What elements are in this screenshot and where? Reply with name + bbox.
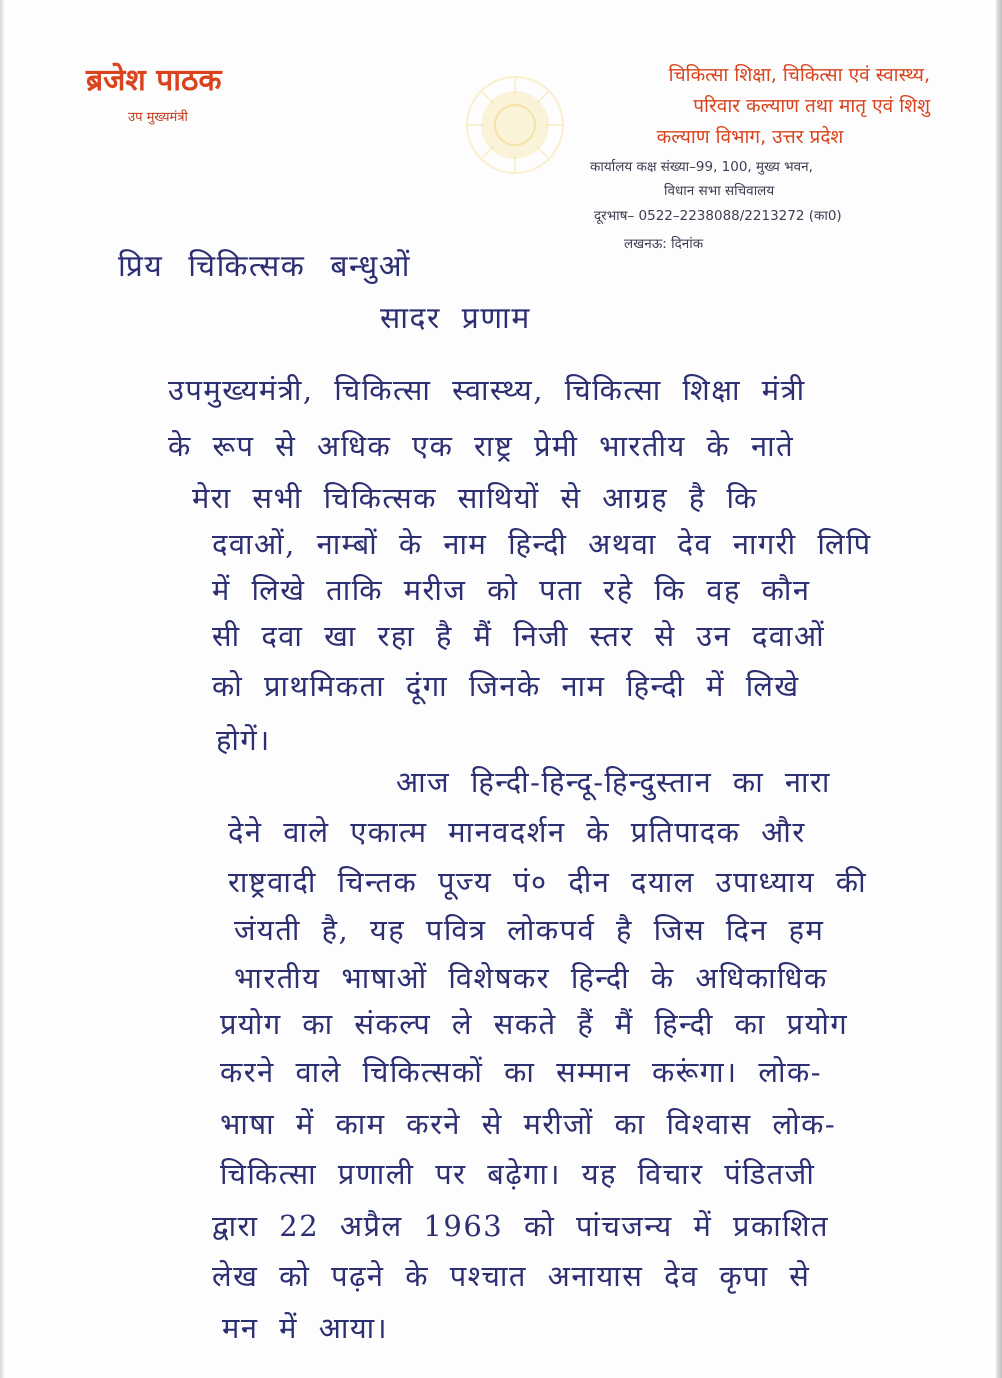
paragraph-2-line-2: देने वाले एकात्म मानवदर्शन के प्रतिपादक और (228, 815, 806, 849)
scan-left-edge (0, 0, 4, 1378)
letter-greeting: सादर प्रणाम (380, 301, 531, 336)
paragraph-2-line-7: करने वाले चिकित्सकों का सम्मान करूंगा। लोक- (220, 1055, 823, 1089)
paragraph-2-line-3: राष्ट्रवादी चिन्तक पूज्य पं० दीन दयाल उपाध्याय की (228, 865, 868, 899)
paragraph-1-line-5: में लिखे ताकि मरीज को पता रहे कि वह कौन (212, 573, 811, 607)
paragraph-1-line-3: मेरा सभी चिकित्सक साथियों से आग्रह है कि (192, 481, 758, 515)
letterhead-phone: दूरभाष– 0522–2238088/2213272 (का0) (594, 208, 842, 224)
scan-right-edge (996, 0, 1002, 1378)
department-line-2: परिवार कल्याण तथा मातृ एवं शिशु (693, 95, 930, 117)
letterhead-place-date: लखनऊ: दिनांक (624, 236, 704, 252)
paragraph-2-line-6: प्रयोग का संकल्प ले सकते हैं मैं हिन्दी का प्रयोग (220, 1007, 849, 1041)
paragraph-1-line-2: के रूप से अधिक एक राष्ट्र प्रेमी भारतीय के नाते (168, 429, 795, 463)
paragraph-1-line-6: सी दवा खा रहा है मैं निजी स्तर से उन दवाओं (212, 619, 826, 653)
paragraph-1-line-8: होगें। (216, 723, 271, 757)
paragraph-2-line-11: लेख को पढ़ने के पश्चात अनायास देव कृपा से (212, 1259, 811, 1293)
paragraph-1-line-7: को प्राथमिकता दूंगा जिनके नाम हिन्दी में लिखे (212, 669, 800, 703)
paragraph-2-line-9: चिकित्सा प्रणाली पर बढ़ेगा। यह विचार पंडितजी (220, 1157, 816, 1191)
department-line-3: कल्याण विभाग, उत्तर प्रदेश (656, 126, 844, 148)
office-line-2: विधान सभा सचिवालय (664, 183, 775, 199)
paragraph-2-line-12: मन में आया। (222, 1311, 389, 1345)
department-line-1: चिकित्सा शिक्षा, चिकित्सा एवं स्वास्थ्य, (668, 64, 930, 86)
paragraph-2-line-10: द्वारा 22 अप्रैल 1963 को पांचजन्य में प्रकाशित (212, 1209, 830, 1243)
paragraph-2-line-1: आज हिन्दी-हिन्दू-हिन्दुस्तान का नारा (396, 765, 831, 799)
letterhead-name: ब्रजेश पाठक (86, 63, 222, 98)
paragraph-1-line-1: उपमुख्यमंत्री, चिकित्सा स्वास्थ्य, चिकित्सा शिक्षा मंत्री (168, 373, 806, 407)
letter-salutation: प्रिय चिकित्सक बन्धुओं (118, 249, 411, 284)
office-line-1: कार्यालय कक्ष संख्या–99, 100, मुख्य भवन, (590, 159, 813, 175)
paragraph-2-line-5: भारतीय भाषाओं विशेषकर हिन्दी के अधिकाधिक (234, 961, 828, 995)
letterhead-department (550, 60, 930, 153)
paragraph-1-line-4: दवाओं, नाम्बों के नाम हिन्दी अथवा देव नागरी लिपि (212, 527, 872, 561)
paragraph-2-line-8: भाषा में काम करने से मरीजों का विश्वास लोक- (220, 1107, 837, 1141)
paragraph-2-line-4: जंयती है, यह पवित्र लोकपर्व है जिस दिन हम (234, 913, 825, 947)
letterhead-office (590, 155, 910, 203)
letterhead-designation: उप मुख्यमंत्री (128, 110, 188, 125)
